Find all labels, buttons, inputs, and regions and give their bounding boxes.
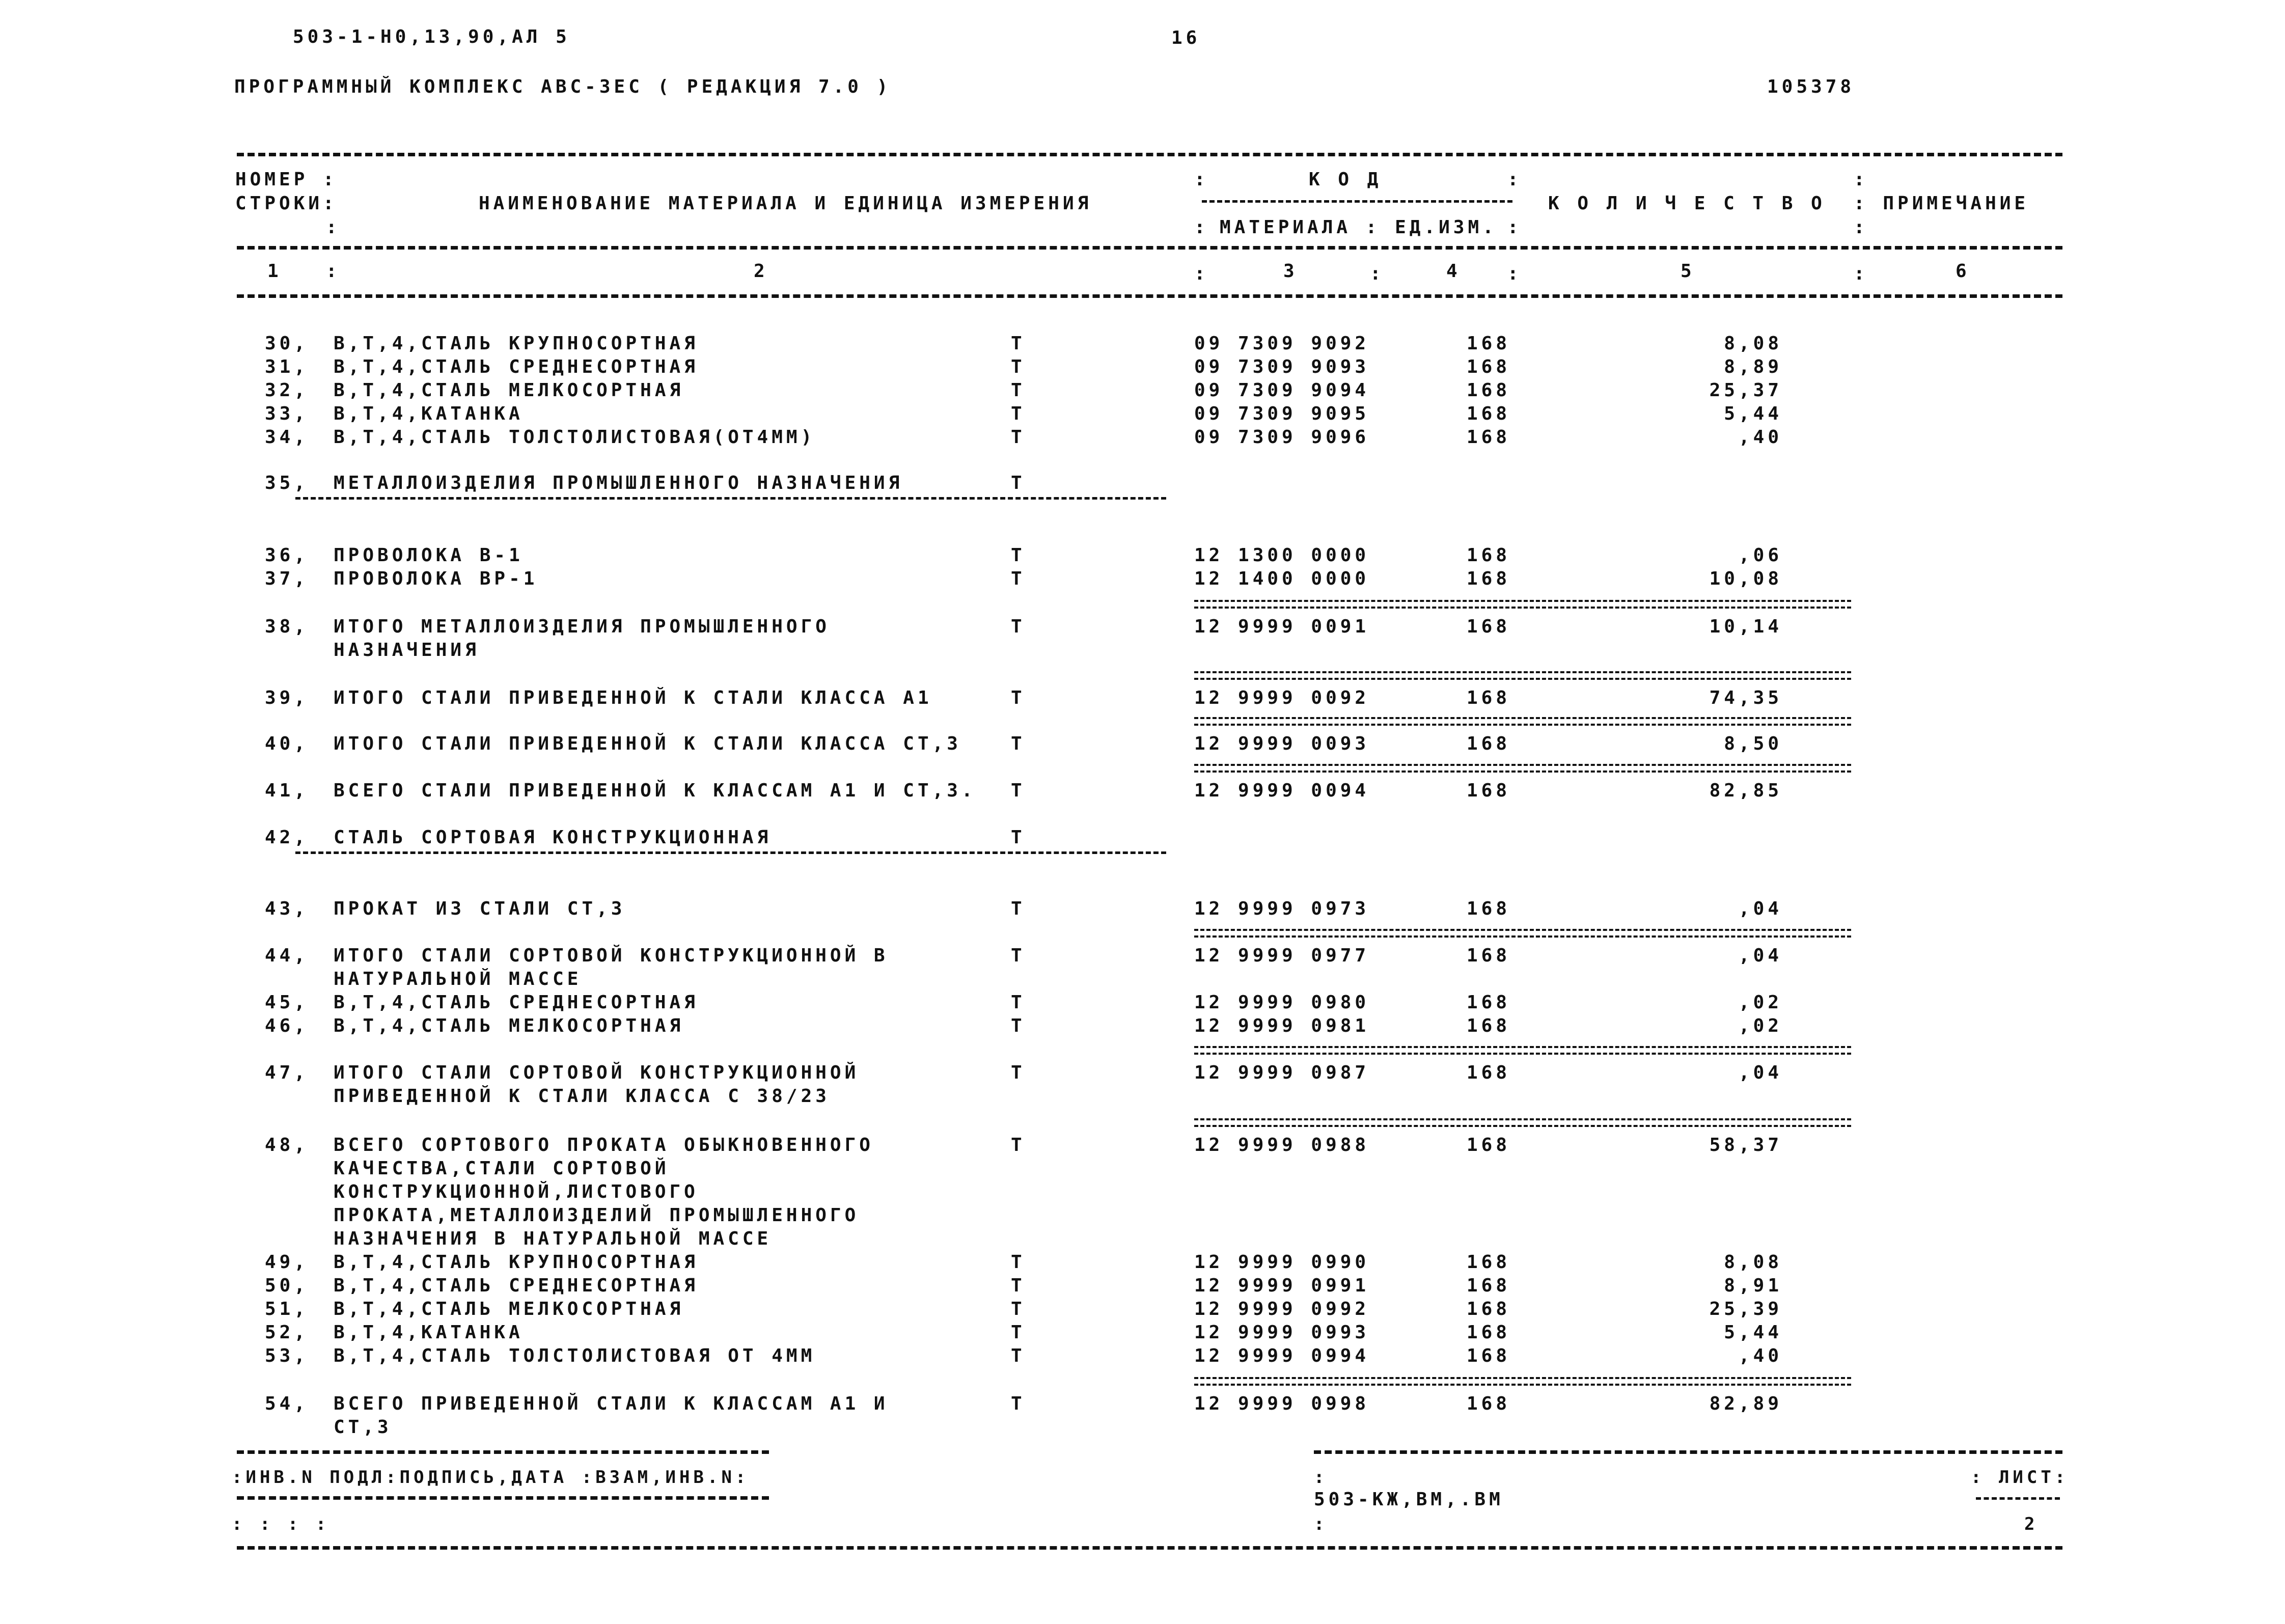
unit-code: 168 (1467, 1322, 1511, 1343)
material-code: 12 9999 0992 (1194, 1299, 1370, 1319)
material-name: СТ,3 (334, 1417, 392, 1438)
quantity: ,02 (1738, 1015, 1782, 1036)
unit: Т (1011, 616, 1026, 637)
unit: Т (1011, 1062, 1026, 1083)
material-name: В,Т,4,СТАЛЬ СРЕДНЕСОРТНАЯ (334, 356, 699, 377)
row-number: 39, (265, 687, 309, 708)
unit-code: 168 (1467, 1135, 1511, 1155)
material-name: В,Т,4,СТАЛЬ МЕЛКОСОРТНАЯ (334, 380, 684, 401)
unit: Т (1011, 1015, 1026, 1036)
material-name: ИТОГО СТАЛИ ПРИВЕДЕННОЙ К СТАЛИ КЛАССА СТ,3 (334, 733, 961, 754)
subtotal-rule (1194, 1118, 1851, 1127)
subtotal-rule (1194, 1377, 1851, 1386)
row-number: 48, (265, 1135, 309, 1155)
material-code: 12 9999 0991 (1194, 1275, 1370, 1296)
material-name: КАЧЕСТВА,СТАЛИ СОРТОВОЙ (334, 1158, 670, 1179)
col-number-5: 5 (1681, 261, 1695, 282)
material-code: 12 9999 0994 (1194, 1345, 1370, 1366)
col-sep-2: : (1194, 263, 1209, 284)
material-name: КОНСТРУКЦИОННОЙ,ЛИСТОВОГО (334, 1181, 699, 1202)
material-code: 12 1300 0000 (1194, 545, 1370, 566)
header-note-sep: : (1854, 169, 1868, 190)
quantity: 8,50 (1724, 733, 1782, 754)
quantity: 82,85 (1709, 780, 1782, 801)
row-number: 35, (265, 473, 309, 493)
header-code-sep: : (1194, 169, 1209, 190)
material-name: ВСЕГО СТАЛИ ПРИВЕДЕННОЙ К КЛАССАМ А1 И СТ,3. (334, 780, 976, 801)
row-number: 34, (265, 427, 309, 448)
header-row-no-line1: НОМЕР : (235, 169, 338, 190)
unit-code: 168 (1467, 356, 1511, 377)
stamp-left-header: :ИНВ.N ПОДЛ:ПОДПИСЬ,ДАТА :ВЗАМ,ИНВ.N: (232, 1467, 750, 1488)
material-code: 12 9999 0091 (1194, 616, 1370, 637)
unit: Т (1011, 568, 1026, 589)
unit-code: 168 (1467, 380, 1511, 401)
sheet-number: 2 (2024, 1514, 2039, 1534)
row-number: 43, (265, 898, 309, 919)
quantity: 74,35 (1709, 687, 1782, 708)
header-note-sep2: : (1854, 217, 1868, 238)
unit-code: 168 (1467, 992, 1511, 1013)
unit: Т (1011, 380, 1026, 401)
sheet-rule (1976, 1497, 2060, 1500)
row-number: 40, (265, 733, 309, 754)
subtotal-rule (1194, 1046, 1851, 1055)
col-number-1: 1 (267, 261, 282, 282)
unit: Т (1011, 687, 1026, 708)
header-code-sep-left2: : (1194, 217, 1209, 238)
unit-code: 168 (1467, 427, 1511, 448)
unit: Т (1011, 545, 1026, 566)
unit: Т (1011, 733, 1026, 754)
doc-ref: 503-КЖ,ВМ,.ВМ (1314, 1489, 1504, 1510)
footer-top-rule-right (1314, 1450, 2062, 1454)
section-underline (295, 497, 1166, 500)
header-code-sub: МАТЕРИАЛА : ЕД.ИЗМ. (1220, 217, 1497, 238)
material-name: НАЗНАЧЕНИЯ В НАТУРАЛЬНОЙ МАССЕ (334, 1228, 772, 1249)
row-number: 32, (265, 380, 309, 401)
header-row-no-line2: СТРОКИ: (235, 193, 338, 214)
doc-ref-sep-bottom: : (1314, 1514, 1328, 1534)
quantity: 25,39 (1709, 1299, 1782, 1319)
col-sep-5: : (1854, 263, 1868, 284)
doc-code: 503-1-Н0,13,90,АЛ 5 (293, 26, 570, 47)
material-name: В,Т,4,СТАЛЬ МЕЛКОСОРТНАЯ (334, 1015, 684, 1036)
row-number: 46, (265, 1015, 309, 1036)
unit: Т (1011, 827, 1026, 848)
unit-code: 168 (1467, 1393, 1511, 1414)
material-name: НАТУРАЛЬНОЙ МАССЕ (334, 969, 582, 989)
material-name: ПРОКАТ ИЗ СТАЛИ СТ,3 (334, 898, 626, 919)
material-code: 12 9999 0981 (1194, 1015, 1370, 1036)
unit-code: 168 (1467, 1252, 1511, 1273)
subtotal-rule (1194, 764, 1851, 773)
row-number: 33, (265, 403, 309, 424)
unit-code: 168 (1467, 403, 1511, 424)
sheet-label: : ЛИСТ: (1971, 1467, 2069, 1488)
unit-code: 168 (1467, 1015, 1511, 1036)
header-code-title: К О Д (1309, 169, 1382, 190)
subtotal-rule (1194, 929, 1851, 938)
header-mid-rule (237, 246, 2062, 250)
subtotal-rule (1194, 600, 1851, 609)
row-number: 44, (265, 945, 309, 966)
subtotal-rule (1194, 671, 1851, 680)
unit-code: 168 (1467, 333, 1511, 354)
quantity: 5,44 (1724, 403, 1782, 424)
quantity: ,04 (1738, 898, 1782, 919)
material-name: СТАЛЬ СОРТОВАЯ КОНСТРУКЦИОННАЯ (334, 827, 772, 848)
quantity: 8,08 (1724, 333, 1782, 354)
col-number-2: 2 (754, 261, 768, 282)
quantity: ,02 (1738, 992, 1782, 1013)
quantity: 82,89 (1709, 1393, 1782, 1414)
row-number: 45, (265, 992, 309, 1013)
unit-code: 168 (1467, 1299, 1511, 1319)
unit: Т (1011, 1275, 1026, 1296)
material-code: 12 9999 0093 (1194, 733, 1370, 754)
row-number: 36, (265, 545, 309, 566)
doc-ref-sep-top: : (1314, 1467, 1328, 1488)
material-code: 09 7309 9094 (1194, 380, 1370, 401)
unit-code: 168 (1467, 898, 1511, 919)
material-name: В,Т,4,СТАЛЬ СРЕДНЕСОРТНАЯ (334, 1275, 699, 1296)
footer-bottom-rule (237, 1546, 2062, 1550)
col-sep-3: : (1370, 263, 1385, 284)
unit: Т (1011, 1322, 1026, 1343)
material-name: ИТОГО СТАЛИ СОРТОВОЙ КОНСТРУКЦИОННОЙ (334, 1062, 860, 1083)
row-number: 49, (265, 1252, 309, 1273)
quantity: ,04 (1738, 945, 1782, 966)
row-number: 53, (265, 1345, 309, 1366)
material-code: 12 9999 0987 (1194, 1062, 1370, 1083)
quantity: 58,37 (1709, 1135, 1782, 1155)
row-number: 30, (265, 333, 309, 354)
unit: Т (1011, 333, 1026, 354)
quantity: ,40 (1738, 1345, 1782, 1366)
material-name: В,Т,4,КАТАНКА (334, 1322, 524, 1343)
material-name: В,Т,4,СТАЛЬ МЕЛКОСОРТНАЯ (334, 1299, 684, 1319)
col-sep-1: : (326, 261, 341, 282)
row-number: 41, (265, 780, 309, 801)
material-name: В,Т,4,СТАЛЬ КРУПНОСОРТНАЯ (334, 1252, 699, 1273)
material-code: 12 9999 0980 (1194, 992, 1370, 1013)
material-name: НАЗНАЧЕНИЯ (334, 640, 480, 660)
material-name: МЕТАЛЛОИЗДЕЛИЯ ПРОМЫШЛЕННОГО НАЗНАЧЕНИЯ (334, 473, 903, 493)
quantity: ,06 (1738, 545, 1782, 566)
material-name: В,Т,4,СТАЛЬ СРЕДНЕСОРТНАЯ (334, 992, 699, 1013)
subtotal-rule (1194, 717, 1851, 726)
unit: Т (1011, 992, 1026, 1013)
header-code-sep-right: : (1507, 169, 1522, 190)
material-code: 12 9999 0973 (1194, 898, 1370, 919)
unit: Т (1011, 1252, 1026, 1273)
material-name: В,Т,4,СТАЛЬ ТОЛСТОЛИСТОВАЯ ОТ 4ММ (334, 1345, 816, 1366)
unit-code: 168 (1467, 616, 1511, 637)
material-code: 12 9999 0993 (1194, 1322, 1370, 1343)
doc-number: 105378 (1767, 76, 1855, 97)
quantity: ,04 (1738, 1062, 1782, 1083)
unit-code: 168 (1467, 780, 1511, 801)
unit: Т (1011, 473, 1026, 493)
quantity: 25,37 (1709, 380, 1782, 401)
material-name: ВСЕГО ПРИВЕДЕННОЙ СТАЛИ К КЛАССАМ А1 И (334, 1393, 889, 1414)
material-code: 12 1400 0000 (1194, 568, 1370, 589)
material-code: 09 7309 9093 (1194, 356, 1370, 377)
material-code: 09 7309 9095 (1194, 403, 1370, 424)
material-name: В,Т,4,СТАЛЬ ТОЛСТОЛИСТОВАЯ(ОТ4ММ) (334, 427, 816, 448)
material-code: 12 9999 0998 (1194, 1393, 1370, 1414)
unit-code: 168 (1467, 733, 1511, 754)
material-name: ИТОГО СТАЛИ СОРТОВОЙ КОНСТРУКЦИОННОЙ В (334, 945, 889, 966)
quantity: 10,08 (1709, 568, 1782, 589)
row-number: 42, (265, 827, 309, 848)
row-number: 51, (265, 1299, 309, 1319)
unit: Т (1011, 898, 1026, 919)
material-code: 12 9999 0092 (1194, 687, 1370, 708)
unit: Т (1011, 1345, 1026, 1366)
unit: Т (1011, 427, 1026, 448)
row-number: 37, (265, 568, 309, 589)
header-note-title: : ПРИМЕЧАНИЕ (1854, 193, 2029, 214)
material-name: ИТОГО МЕТАЛЛОИЗДЕЛИЯ ПРОМЫШЛЕННОГО (334, 616, 830, 637)
col-number-4: 4 (1446, 261, 1461, 282)
material-name: ПРОВОЛОКА В-1 (334, 545, 524, 566)
table-top-rule (237, 153, 2062, 156)
col-number-3: 3 (1283, 261, 1298, 282)
row-number: 31, (265, 356, 309, 377)
row-number: 38, (265, 616, 309, 637)
unit-code: 168 (1467, 687, 1511, 708)
header-code-sep-right2: : (1507, 217, 1522, 238)
unit-code: 168 (1467, 1345, 1511, 1366)
header-row-no-line3: : (326, 217, 341, 238)
header-name-title: НАИМЕНОВАНИЕ МАТЕРИАЛА И ЕДИНИЦА ИЗМЕРЕНИЯ (479, 193, 1092, 214)
unit: Т (1011, 780, 1026, 801)
program-title: ПРОГРАММНЫЙ КОМПЛЕКС АВС-3ЕС ( РЕДАКЦИЯ 7.0 ) (234, 76, 892, 97)
unit-code: 168 (1467, 1275, 1511, 1296)
unit: Т (1011, 403, 1026, 424)
row-number: 52, (265, 1322, 309, 1343)
col-sep-4: : (1507, 263, 1522, 284)
header-code-rule (1202, 200, 1512, 203)
material-code: 09 7309 9096 (1194, 427, 1370, 448)
material-name: ПРОВОЛОКА ВР-1 (334, 568, 538, 589)
material-name: В,Т,4,КАТАНКА (334, 403, 524, 424)
stamp-left-cells: : : : : (232, 1514, 330, 1534)
row-number: 47, (265, 1062, 309, 1083)
material-name: ПРОКАТА,МЕТАЛЛОИЗДЕЛИЙ ПРОМЫШЛЕННОГО (334, 1205, 860, 1226)
section-underline (295, 851, 1166, 854)
material-code: 12 9999 0977 (1194, 945, 1370, 966)
quantity: ,40 (1738, 427, 1782, 448)
row-number: 54, (265, 1393, 309, 1414)
col-number-6: 6 (1956, 261, 1970, 282)
material-code: 12 9999 0094 (1194, 780, 1370, 801)
row-number: 50, (265, 1275, 309, 1296)
quantity: 8,91 (1724, 1275, 1782, 1296)
header-qty-title: К О Л И Ч Е С Т В О (1548, 193, 1826, 214)
unit: Т (1011, 945, 1026, 966)
material-code: 09 7309 9092 (1194, 333, 1370, 354)
footer-top-rule-left (237, 1450, 769, 1454)
unit: Т (1011, 356, 1026, 377)
material-code: 12 9999 0990 (1194, 1252, 1370, 1273)
material-name: В,Т,4,СТАЛЬ КРУПНОСОРТНАЯ (334, 333, 699, 354)
unit: Т (1011, 1135, 1026, 1155)
header-bottom-rule (237, 294, 2062, 298)
quantity: 8,08 (1724, 1252, 1782, 1273)
footer-mid-rule-left (237, 1496, 769, 1500)
quantity: 10,14 (1709, 616, 1782, 637)
material-name: ВСЕГО СОРТОВОГО ПРОКАТА ОБЫКНОВЕННОГО (334, 1135, 874, 1155)
quantity: 8,89 (1724, 356, 1782, 377)
material-code: 12 9999 0988 (1194, 1135, 1370, 1155)
page-number: 16 (1171, 27, 1201, 48)
quantity: 5,44 (1724, 1322, 1782, 1343)
unit: Т (1011, 1299, 1026, 1319)
unit-code: 168 (1467, 945, 1511, 966)
unit-code: 168 (1467, 1062, 1511, 1083)
unit: Т (1011, 1393, 1026, 1414)
material-name: ИТОГО СТАЛИ ПРИВЕДЕННОЙ К СТАЛИ КЛАССА А1 (334, 687, 932, 708)
unit-code: 168 (1467, 545, 1511, 566)
material-name: ПРИВЕДЕННОЙ К СТАЛИ КЛАССА С 38/23 (334, 1086, 830, 1107)
unit-code: 168 (1467, 568, 1511, 589)
